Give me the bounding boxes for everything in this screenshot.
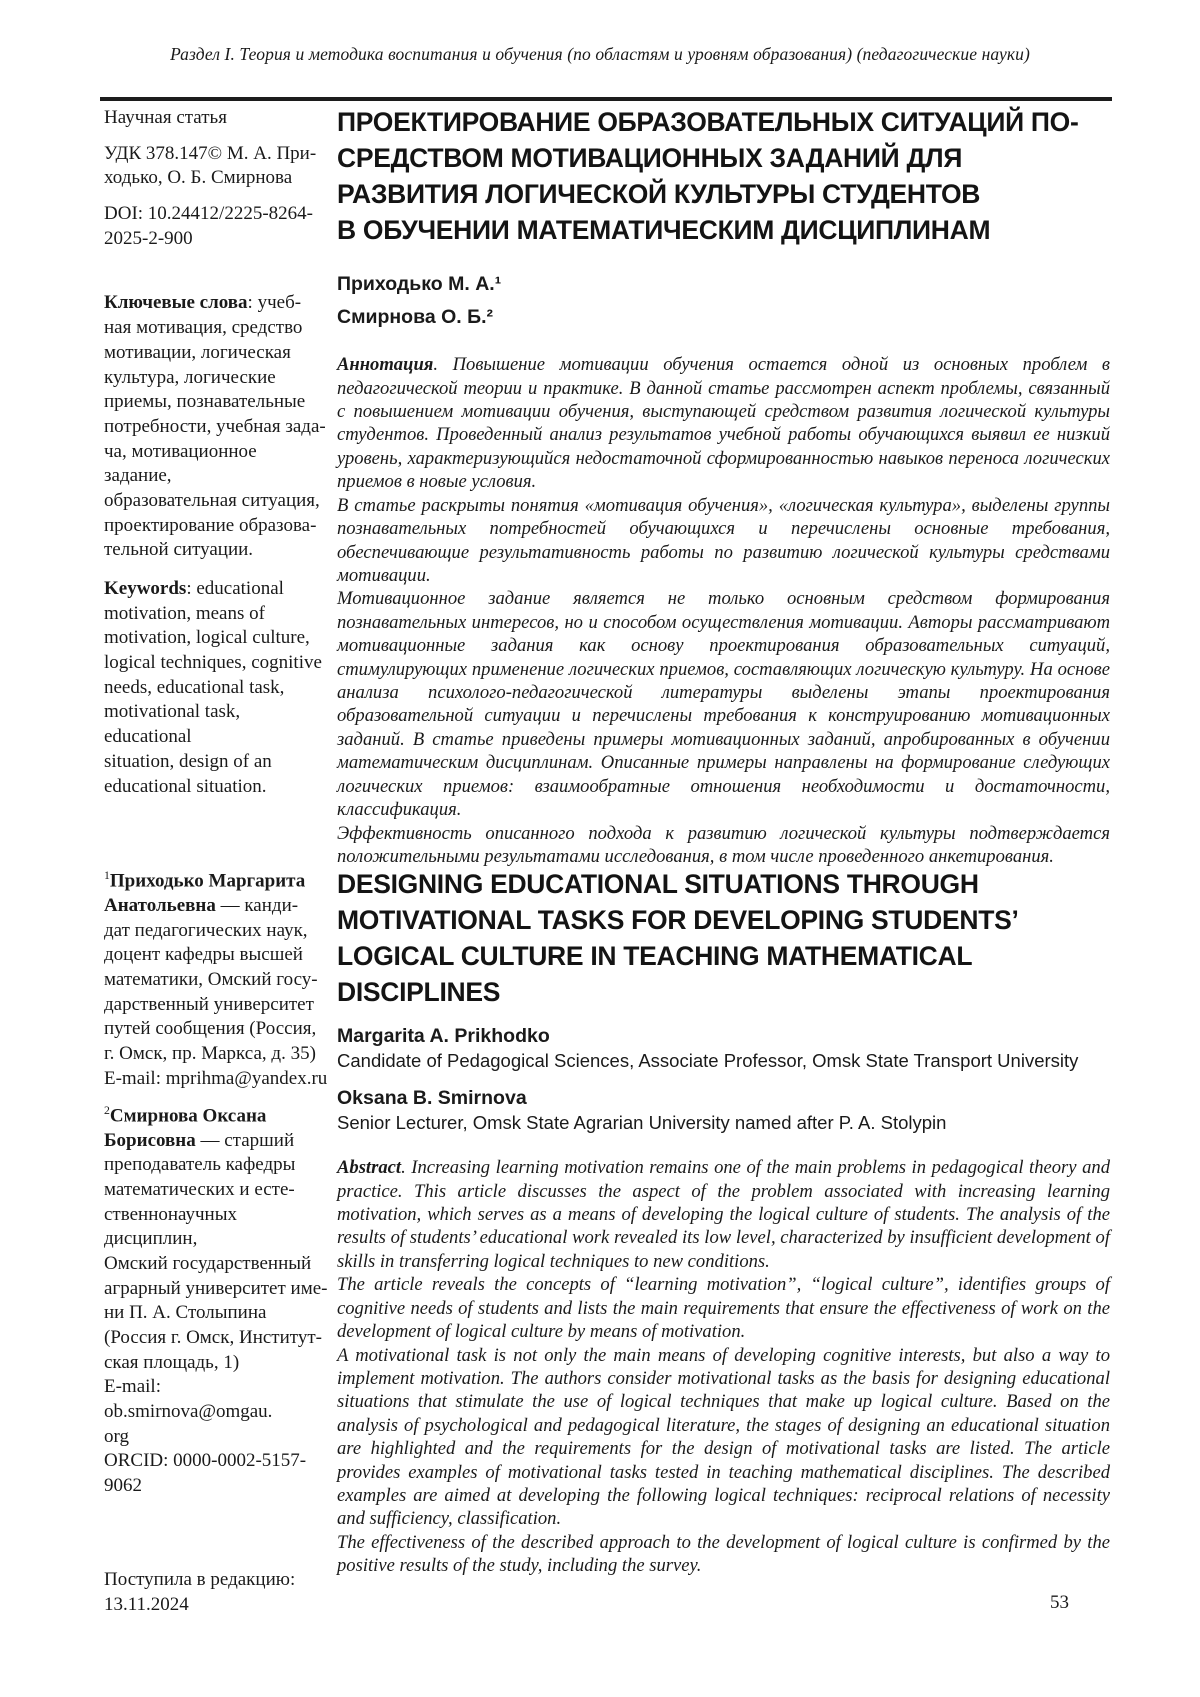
english-author-2 (337, 1087, 1110, 1134)
abstract-paragraph-3: A motivational task is not only the main means of developing cognitive interests, but also a way to implement motivation. The authors consider motivational tasks as the basis for designing educational situations that stimulate the use of logical techniques that make up logical culture. Based on the analysis of psychological and pedagogical literature, the stages of designing an educational situation are highlighted and the requirements for the design of motivational tasks are listed. The article provides examples of motivational tasks tested in teaching mathematical disciplines. The described examples are aimed at developing the following logical techniques: reciprocal relations of necessity and sufficiency, classification. (337, 1344, 1110, 1530)
footnote-marker-1: 1 (104, 869, 110, 882)
main-column-ru (337, 104, 1110, 868)
header-rule (100, 97, 1112, 101)
received-date: 13.11.2024 (104, 1593, 189, 1615)
english-author-1-name: Margarita A. Prikhodko (337, 1025, 550, 1048)
english-section (337, 866, 1110, 1578)
page-number: 53 (1050, 1592, 1069, 1613)
abstract-paragraph-1 (337, 1156, 1110, 1273)
english-author-2-affiliation: Senior Lecturer, Omsk State Agrarian University named after P. A. Stolypin (337, 1112, 947, 1134)
author-bio-2-name: Смирнова Оксана Борисовна (104, 1104, 267, 1151)
keywords-en-text: : educational motivation, means of motivation, logical culture, logical techniques, cognitive needs, educational task, motivational task, educational situation, design of an educational situation. (104, 578, 322, 797)
abstract-en (337, 1156, 1110, 1578)
annotation-paragraph-1 (337, 353, 1110, 494)
author-bio-1-text: — канди- дат педагогических наук, доцент кафедры высшей математики, Омский госу- дарственный университет путей сообщения (Россия, г. Омск, пр. Маркса, д. 35) E-mail: mprihma@yandex.ru (104, 895, 328, 1089)
keywords-en-label: Keywords (104, 578, 187, 599)
received-label: Поступила в редакцию: (104, 1569, 296, 1590)
author-bio-1-name: Приходько Маргарита Анатольевна (104, 870, 306, 917)
annotation-paragraph-4: Эффективность описанного подхода к развитию логической культуры подтверждается положительными результатами исследования, в том числе проведенного анкетирования. (337, 822, 1110, 867)
annotation-p1-text: . Повышение мотивации обучения остается одной из основных проблем в педагогической теории и практике. В данной статье рассмотрен аспект проблемы, связанный с повышением мотивации обучения, выступающей средством развития логической культуры студентов. Проведенный анализ результатов учебной работы обучающихся выявил ее низкий уровень, характеризующийся недостаточной сформированностью навыков переноса логических приемов в новые условия. (337, 354, 1110, 493)
keywords-ru-text: : учеб- ная мотивация, средство мотивации, логическая культура, логические приемы, познавательные потребности, учебная зада- ча, мотивационное задание, образовательная ситуация, проектирование образова- тельной ситуации. (104, 292, 326, 561)
keywords-ru (104, 291, 328, 563)
abstract-label: Abstract (337, 1157, 402, 1179)
doi-line: DOI: 10.24412/2225-8264- 2025-2-900 (104, 203, 313, 249)
author-bio-2 (104, 1103, 328, 1499)
author-name-ru-2: Смирнова О. Б.² (337, 306, 494, 329)
author-bio-1 (104, 868, 328, 1092)
keywords-ru-label: Ключевые слова (104, 292, 248, 314)
abstract-paragraph-2: The article reveals the concepts of “learning motivation”, “logical culture”, identifies groups of cognitive needs of students and lists the main requirements that ensure the effectiveness of work on the development of logical culture by means of motivation. (337, 1274, 1110, 1343)
author-name-ru-1: Приходько М. А.¹ (337, 273, 502, 296)
left-column-meta (104, 106, 328, 799)
keywords-en (104, 577, 328, 799)
annotation-label: Аннотация (337, 354, 434, 376)
running-head: Раздел I. Теория и методика воспитания и обучения (по областям и уровням образования) (педагогические науки) (170, 44, 1030, 64)
english-author-2-name: Oksana B. Smirnova (337, 1087, 527, 1110)
udc-line: УДК 378.147© М. А. При- ходько, О. Б. Смирнова (104, 142, 317, 189)
received-note (104, 1568, 328, 1617)
english-author-1 (337, 1025, 1110, 1072)
footnote-marker-2: 2 (104, 1103, 110, 1117)
article-type-label: Научная статья (104, 107, 227, 128)
author-bio-2-text: — старший преподаватель кафедры математических и есте- ственнонаучных дисциплин, Омский государственный аграрный университет име- ни П. А. Столыпина (Россия г. Омск, Институт- ская площадь, 1) E-mail: ob.smirnova@omgau. org ORCID: 0000-0002-5157- 9062 (104, 1129, 328, 1497)
annotation-ru (337, 353, 1110, 868)
abstract-paragraph-4: The effectiveness of the described approach to the development of logical culture is confirmed by the positive results of the study, including the survey. (337, 1531, 1110, 1577)
annotation-paragraph-2: В статье раскрыты понятия «мотивация обучения», «логическая культура», выделены группы познавательных потребностей обучающихся и перечислены основные требования, обеспечивающие результативность работы по развитию логической культуры средствами мотивации. (337, 494, 1110, 586)
article-title-en: DESIGNING EDUCATIONAL SITUATIONS THROUGH MOTIVATIONAL TASKS FOR DEVELOPING STUDENTS’ LOGICAL CULTURE IN TEACHING MATHEMATICAL DISCIPLINES (337, 869, 1019, 1008)
english-author-1-affiliation: Candidate of Pedagogical Sciences, Associate Professor, Omsk State Transport University (337, 1050, 1079, 1072)
author-bios (104, 868, 328, 1510)
abstract-p1-text: . Increasing learning motivation remains one of the main problems in pedagogical theory and practice. This article discusses the aspect of the problem associated with increasing learning motivation, which serves as a means of developing the logical culture of students. The analysis of the results of students’ educational work revealed its low level, characterized by insufficient development of skills in transferring logical techniques to new conditions. (337, 1157, 1110, 1272)
annotation-paragraph-3: Мотивационное задание является не только основным средством формирования познавательных интересов, но и способом осуществления мотивации. Авторы рассматривают мотивационные задания как основу проектирования образовательных ситуаций, стимулирующих применение логических приемов, составляющих логическую культуру. На основе анализа психолого-педагогической литературы выделены этапы проектирования образовательной ситуации и перечислены требования к конструированию мотивационных заданий. В статье приведены примеры мотивационных заданий, апробированных в обучении математическим дисциплинам. Описанные примеры направлены на формирование следующих логических приемов: взаимообратные отношения необходимости и достаточности, классификация. (337, 588, 1110, 821)
article-title-ru: ПРОЕКТИРОВАНИЕ ОБРАЗОВАТЕЛЬНЫХ СИТУАЦИЙ ПО- СРЕДСТВОМ МОТИВАЦИОННЫХ ЗАДАНИЙ ДЛЯ РАЗВИТИЯ ЛОГИЧЕСКОЙ КУЛЬТУРЫ СТУДЕНТОВ В ОБУЧЕНИИ МАТЕМАТИЧЕСКИМ ДИСЦИПЛИНАМ (337, 107, 1079, 246)
